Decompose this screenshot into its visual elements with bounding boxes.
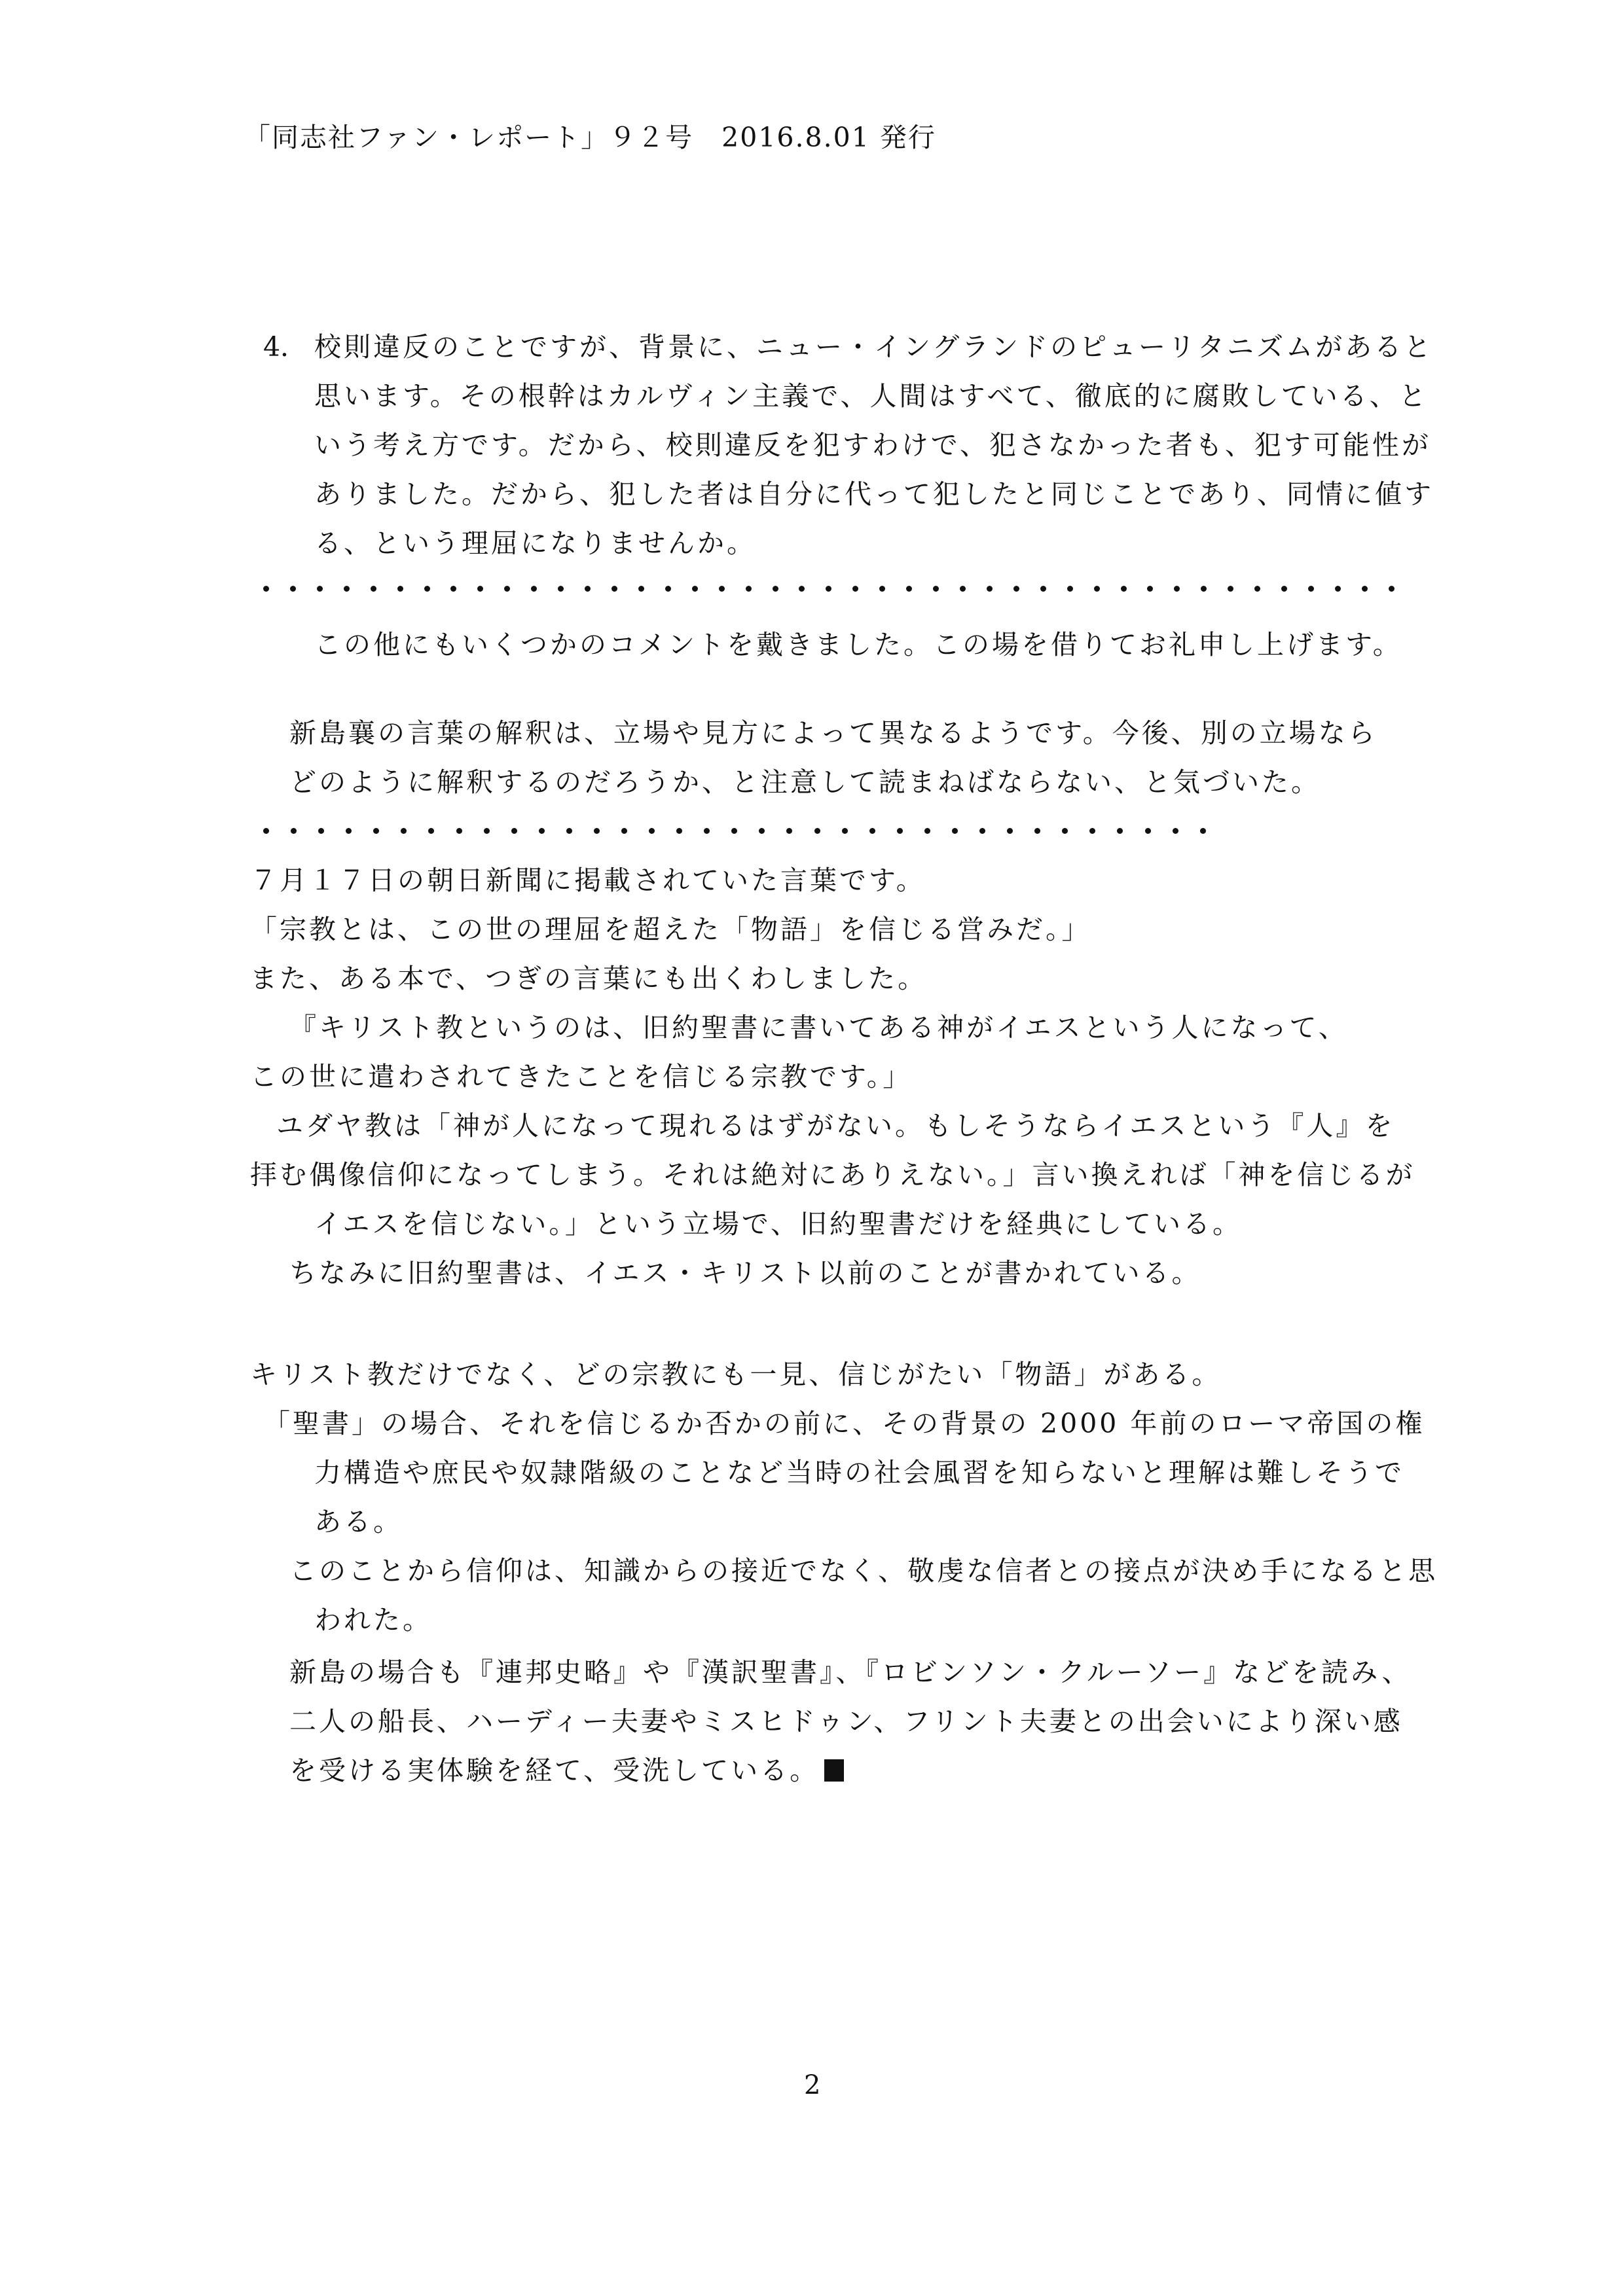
closing-line-3: 力構造や庶民や奴隷階級のことなど当時の社会風習を知らないと理解は難しそうで (314, 1457, 1404, 1488)
separator-dot (665, 586, 671, 592)
item-number: 4． (263, 331, 308, 363)
separator-dot (428, 828, 434, 834)
separator-dot (676, 828, 682, 834)
separator-dot (531, 586, 537, 592)
closing-line-8: 二人の船長、ハーディー夫妻やミスヒドゥン、フリント夫妻との出会いにより深い感 (289, 1706, 1403, 1737)
separator-dot (933, 586, 939, 592)
reflection-line-2: どのように解釈するのだろうか、と注意して読まねばならない、と気づいた。 (289, 766, 1321, 798)
separator-dot (1040, 586, 1046, 592)
separator-dot (1308, 586, 1314, 592)
separator-dot (539, 828, 545, 834)
separator-dot (746, 586, 752, 592)
separator-dot (450, 586, 456, 592)
separator-dot (960, 586, 966, 592)
separator-dot (1117, 828, 1123, 834)
separator-dot (649, 828, 655, 834)
quotes-line-2: 「宗教とは、この世の理屈を超えた「物語」を信じる営みだ。」 (250, 914, 1091, 945)
separator-dot (344, 586, 350, 592)
separator-dot (1007, 828, 1013, 834)
separator-dot (1254, 586, 1260, 592)
separator-dot (263, 586, 269, 592)
separator-dot (373, 828, 379, 834)
separator-dot (692, 586, 698, 592)
quotes-line-9: ちなみに旧約聖書は、イエス・キリスト以前のことが書かれている。 (289, 1257, 1201, 1289)
quotes-line-6: ユダヤ教は「神が人になって現れるはずがない。もしそうならイエスという『人』を (276, 1110, 1395, 1141)
separator-dot (814, 828, 820, 834)
thanks-note: この他にもいくつかのコメントを戴きました。この場を借りてお礼申し上げます。 (314, 629, 1402, 660)
separator-dot (1228, 586, 1233, 592)
separator-dot (346, 828, 352, 834)
separator-dot (1201, 586, 1207, 592)
separator-dot (456, 828, 462, 834)
item4-line-3: いう考え方です。だから、校則違反を犯すわけで、犯さなかった者も、犯す可能性が (314, 429, 1431, 461)
item4-line-4: ありました。だから、犯した者は自分に代って犯したと同じことであり、同情に値す (314, 478, 1434, 510)
separator-dot (1389, 586, 1395, 592)
separator-dot (424, 586, 430, 592)
separator-dot (1174, 586, 1180, 592)
dotted-separator (263, 827, 1206, 834)
dotted-separator (263, 584, 1395, 592)
separator-dot (1281, 586, 1287, 592)
end-mark-icon (824, 1759, 844, 1782)
separator-dot (1200, 828, 1206, 834)
separator-dot (566, 828, 572, 834)
closing-line-2: 「聖書」の場合、それを信じるか否かの前に、その背景の 2000 年前のローマ帝国の権 (263, 1408, 1425, 1439)
closing-line-5: このことから信仰は、知識からの接近でなく、敬虔な信者との接点が決め手になると思 (289, 1555, 1438, 1587)
closing-line-1: キリスト教だけでなく、どの宗教にも一見、信じがたい「物語」がある。 (250, 1359, 1222, 1390)
separator-dot (759, 828, 765, 834)
closing-line-6: われた。 (314, 1604, 432, 1636)
separator-dot (1145, 828, 1151, 834)
separator-dot (1362, 586, 1368, 592)
quotes-line-7: 拝む偶像信仰になってしまう。それは絶対にありえない。」言い換えれば「神を信じるが (250, 1159, 1415, 1191)
separator-dot (952, 828, 958, 834)
separator-dot (731, 828, 737, 834)
separator-dot (987, 586, 993, 592)
separator-dot (719, 586, 725, 592)
separator-dot (1173, 828, 1178, 834)
separator-dot (263, 828, 269, 834)
separator-dot (1089, 828, 1095, 834)
separator-dot (318, 828, 324, 834)
separator-dot (594, 828, 600, 834)
reflection-line-1: 新島襄の言葉の解釈は、立場や見方によって異なるようです。今後、別の立場なら (289, 717, 1377, 749)
separator-dot (773, 586, 778, 592)
item4-line-1: 校則違反のことですが、背景に、ニュー・イングランドのピューリタニズムがあると (314, 331, 1434, 363)
separator-dot (704, 828, 710, 834)
separator-dot (1067, 586, 1073, 592)
separator-dot (291, 828, 297, 834)
separator-dot (842, 828, 848, 834)
separator-dot (401, 828, 407, 834)
separator-dot (397, 586, 403, 592)
closing-line-7: 新島の場合も『連邦史略』や『漢訳聖書』、『ロビンソン・クルーソー』などを読み、 (289, 1657, 1412, 1688)
page-number: 2 (804, 2070, 821, 2100)
separator-dot (585, 586, 591, 592)
separator-dot (1094, 586, 1100, 592)
quotes-line-1: ７月１７日の朝日新聞に掲載されていた言葉です。 (250, 865, 926, 896)
separator-dot (799, 586, 805, 592)
separator-dot (1034, 828, 1040, 834)
separator-dot (504, 586, 510, 592)
separator-dot (477, 586, 483, 592)
separator-dot (290, 586, 296, 592)
separator-dot (484, 828, 490, 834)
publication-header: 「同志社ファン・レポート」９２号 2016.8.01 発行 (244, 122, 936, 153)
separator-dot (979, 828, 985, 834)
separator-dot (906, 586, 912, 592)
separator-dot (371, 586, 376, 592)
item4-line-5: る、という理屈になりませんか。 (314, 528, 756, 559)
separator-dot (1013, 586, 1019, 592)
separator-dot (611, 586, 617, 592)
separator-dot (1062, 828, 1068, 834)
separator-dot (1147, 586, 1153, 592)
separator-dot (826, 586, 831, 592)
item4-line-2: 思います。その根幹はカルヴィン主義で、人間はすべて、徹底的に腐敗している、と (314, 380, 1429, 412)
quotes-line-8: イエスを信じない。」という立場で、旧約聖書だけを経典にしている。 (314, 1208, 1243, 1240)
separator-dot (1121, 586, 1127, 592)
separator-dot (558, 586, 564, 592)
quotes-line-4: 『キリスト教というのは、旧約聖書に書いてある神がイエスという人になって、 (289, 1012, 1348, 1043)
separator-dot (1335, 586, 1341, 592)
separator-dot (897, 828, 903, 834)
quotes-line-5: この世に遣わされてきたことを信じる宗教です。」 (250, 1061, 913, 1092)
separator-dot (511, 828, 517, 834)
separator-dot (879, 586, 885, 592)
separator-dot (869, 828, 875, 834)
separator-dot (638, 586, 644, 592)
closing-line-4: ある。 (314, 1506, 403, 1537)
separator-dot (317, 586, 323, 592)
quotes-line-3: また、ある本で、つぎの言葉にも出くわしました。 (250, 963, 928, 994)
separator-dot (924, 828, 930, 834)
closing-line-9 (289, 1752, 844, 1789)
separator-dot (852, 586, 858, 592)
closing-line-9-text: を受ける実体験を経て、受洗している。 (289, 1755, 820, 1786)
separator-dot (621, 828, 627, 834)
separator-dot (786, 828, 792, 834)
